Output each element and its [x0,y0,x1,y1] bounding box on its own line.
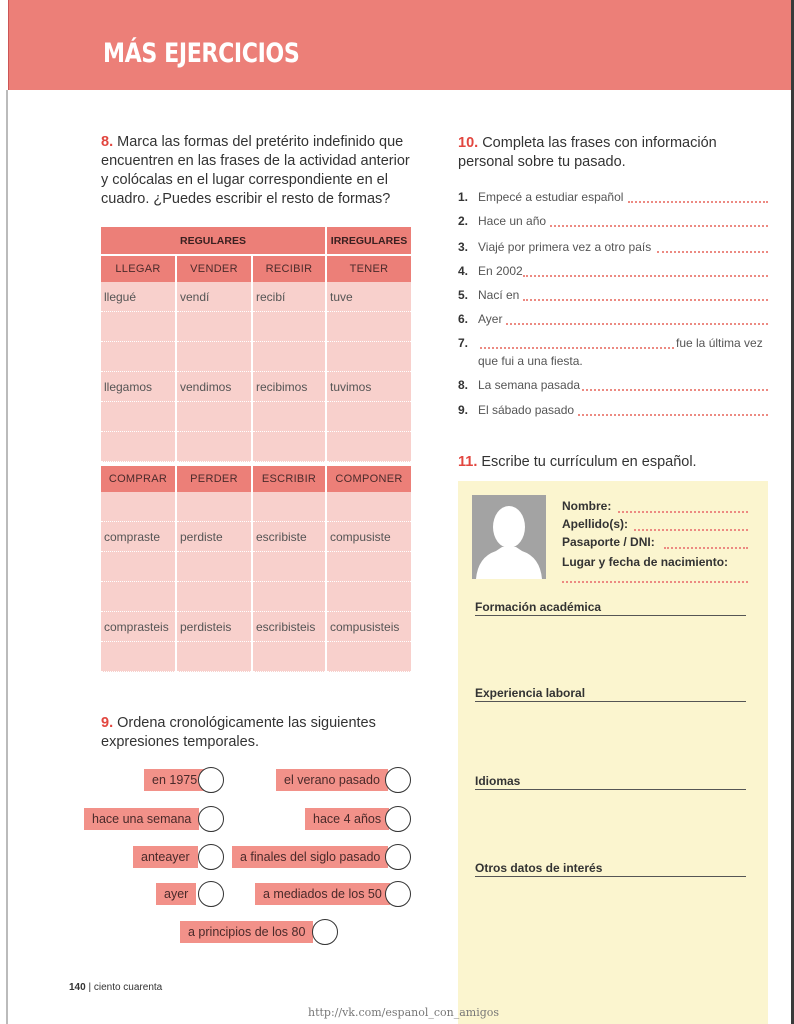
time-expression: a finales del siglo pasado [232,846,388,868]
conjugation-blank[interactable] [101,492,175,522]
conjugation-blank[interactable] [327,342,411,372]
field-nombre: Nombre: [562,499,612,513]
verb-row-2 [101,466,411,492]
conjugation-form: tuvimos [327,372,411,402]
conjugation-column [253,282,327,462]
table-header-row [101,227,411,254]
time-expression: hace una semana [84,808,199,830]
section-experiencia[interactable]: Experiencia laboral [475,686,746,702]
verb-label: RECIBIR [253,256,325,282]
watermark-url: http://vk.com/espanol_con_amigos [308,1006,500,1019]
conjugation-form: recibimos [253,372,325,402]
order-circle[interactable] [385,844,411,870]
sentence-line-continuation: que fui a una fiesta. [478,354,583,368]
answer-line[interactable] [523,299,768,301]
time-expression: a mediados de los 50 [255,883,390,905]
conjugation-form: tuve [327,282,411,312]
verb-row-1 [101,256,411,282]
answer-line[interactable] [523,275,768,277]
sentence-line [458,378,580,392]
conjugation-blank[interactable] [327,312,411,342]
conjugation-form: compraste [101,522,175,552]
conjugation-blank[interactable] [101,402,175,432]
section-otros[interactable]: Otros datos de interés [475,861,746,877]
line-text: Empecé a estudiar español [478,190,624,204]
section-formacion[interactable]: Formación académica [475,600,746,616]
conjugation-blank[interactable] [177,492,251,522]
order-circle[interactable] [385,881,411,907]
conjugation-block-2 [101,492,411,672]
conjugation-blank[interactable] [101,642,175,672]
sentence-line [458,264,523,278]
conjugation-blank[interactable] [101,342,175,372]
conjugation-form: perdiste [177,522,251,552]
line-number: 6. [458,312,469,326]
conjugation-form: comprasteis [101,612,175,642]
conjugation-column [101,282,177,462]
conjugation-blank[interactable] [327,492,411,522]
line-number: 4. [458,264,469,278]
conjugation-column [327,282,411,462]
pasaporte-input[interactable] [664,547,748,549]
conjugation-form: vendí [177,282,251,312]
conjugation-blank[interactable] [177,552,251,582]
page-margin-line [6,90,8,1024]
conjugation-blank[interactable] [101,432,175,462]
time-expression: hace 4 años [305,808,389,830]
ex9-instructions [101,714,401,752]
line-number: 7. [458,336,469,350]
conjugation-blank[interactable] [177,402,251,432]
conjugation-form: escribiste [253,522,325,552]
time-expression: a principios de los 80 [180,921,313,943]
conjugation-blank[interactable] [177,642,251,672]
order-circle[interactable] [198,844,224,870]
order-circle[interactable] [385,806,411,832]
nombre-input[interactable] [618,511,748,513]
sentence-line [458,214,546,228]
sentence-line [458,288,519,302]
line-text: Nací en [478,288,520,302]
answer-line[interactable] [550,225,768,227]
conjugation-form: compusiste [327,522,411,552]
sentence-line [458,190,623,204]
conjugation-column [101,492,177,672]
ex9-text: Ordena cronológicamente las siguientes expresiones temporales. [101,715,376,750]
conjugation-blank[interactable] [177,342,251,372]
nacimiento-input[interactable] [562,581,748,583]
ex9-number: 9. [101,715,114,731]
sentence-line [458,336,478,350]
line-number: 1. [458,190,469,204]
field-apellidos: Apellido(s): [562,517,628,531]
conjugation-blank[interactable] [327,552,411,582]
sentence-line-end: fue la última vez [676,336,763,350]
regular-header: REGULARES [101,227,325,254]
ex11-instructions [458,453,758,472]
order-circle[interactable] [198,806,224,832]
conjugation-form: escribisteis [253,612,325,642]
field-nacimiento: Lugar y fecha de nacimiento: [562,555,729,569]
page-title: MÁS EJERCICIOS [103,38,300,69]
ex10-number: 10. [458,135,479,151]
sentence-line [458,240,651,254]
conjugation-form: llegué [101,282,175,312]
line-number: 5. [458,288,469,302]
answer-line[interactable] [582,389,768,391]
line-number: 8. [458,378,469,392]
line-text: Ayer [478,312,503,326]
order-circle[interactable] [198,881,224,907]
conjugation-column [327,492,411,672]
conjugation-column [177,282,253,462]
conjugation-blank[interactable] [101,552,175,582]
time-expression: en 1975 [144,769,205,791]
ex8-text: Marca las formas del pretérito indefinido que encuentren en las frases de la actividad anterior y colócalas en el lugar correspondiente en el cuadro. ¿Puedes escribir el resto de formas? [101,134,410,207]
conjugation-blank[interactable] [253,492,325,522]
conjugation-column [253,492,327,672]
line-text: Hace un año [478,214,547,228]
header-banner [8,0,794,90]
line-text: El sábado pasado [478,403,575,417]
conjugation-blank[interactable] [177,312,251,342]
answer-line[interactable] [506,323,768,325]
conjugation-blank[interactable] [253,312,325,342]
conjugation-form: recibí [253,282,325,312]
verb-label: COMPONER [327,466,411,492]
conjugation-blank[interactable] [253,552,325,582]
conjugation-blank[interactable] [253,432,325,462]
page-words: ciento cuarenta [93,982,163,993]
conjugation-form: compusisteis [327,612,411,642]
conjugation-column [177,492,253,672]
order-circle[interactable] [312,919,338,945]
line-text: La semana pasada [478,378,581,392]
line-text: En 2002 [478,264,523,278]
verb-label: LLEGAR [101,256,175,282]
verb-table [101,227,411,672]
conjugation-blank[interactable] [253,402,325,432]
answer-line[interactable] [657,251,768,253]
conjugation-blank[interactable] [101,582,175,612]
page-footer: 140 | ciento cuarenta [69,982,163,993]
line-text: Viajé por primera vez a otro país [478,240,652,254]
sentence-line [458,403,574,417]
verb-label: COMPRAR [101,466,175,492]
order-circle[interactable] [385,767,411,793]
section-idiomas[interactable]: Idiomas [475,774,746,790]
verb-label: TENER [327,256,411,282]
conjugation-form: vendimos [177,372,251,402]
conjugation-blank[interactable] [177,432,251,462]
time-expression: ayer [156,883,196,905]
page-number: 140 [69,982,86,993]
conjugation-blank[interactable] [327,642,411,672]
answer-line[interactable] [578,414,768,416]
ex8-number: 8. [101,134,114,150]
conjugation-blank[interactable] [327,432,411,462]
irregular-header: IRREGULARES [327,227,411,254]
ex10-text: Completa las frases con información personal sobre tu pasado. [458,135,717,170]
conjugation-blank[interactable] [177,582,251,612]
ex8-instructions [101,133,416,209]
line-number: 9. [458,403,469,417]
sentence-line [458,312,502,326]
verb-label: VENDER [177,256,251,282]
conjugation-blank[interactable] [253,582,325,612]
time-expression: anteayer [133,846,198,868]
conjugation-blank[interactable] [253,642,325,672]
answer-line[interactable] [480,347,674,349]
conjugation-form: perdisteis [177,612,251,642]
verb-label: ESCRIBIR [253,466,325,492]
time-expression: el verano pasado [276,769,388,791]
verb-label: PERDER [177,466,251,492]
apellidos-input[interactable] [634,529,748,531]
answer-line[interactable] [628,201,768,203]
conjugation-block-1 [101,282,411,462]
conjugation-blank[interactable] [253,342,325,372]
ex11-number: 11. [458,454,478,470]
conjugation-blank[interactable] [327,582,411,612]
field-pasaporte: Pasaporte / DNI: [562,535,655,549]
line-number: 3. [458,240,469,254]
person-silhouette-icon [472,495,546,579]
ex10-instructions [458,134,758,172]
ex11-text: Escribe tu currículum en español. [481,454,697,470]
conjugation-blank[interactable] [101,312,175,342]
conjugation-form: llegamos [101,372,175,402]
line-number: 2. [458,214,469,228]
order-circle[interactable] [198,767,224,793]
conjugation-blank[interactable] [327,402,411,432]
